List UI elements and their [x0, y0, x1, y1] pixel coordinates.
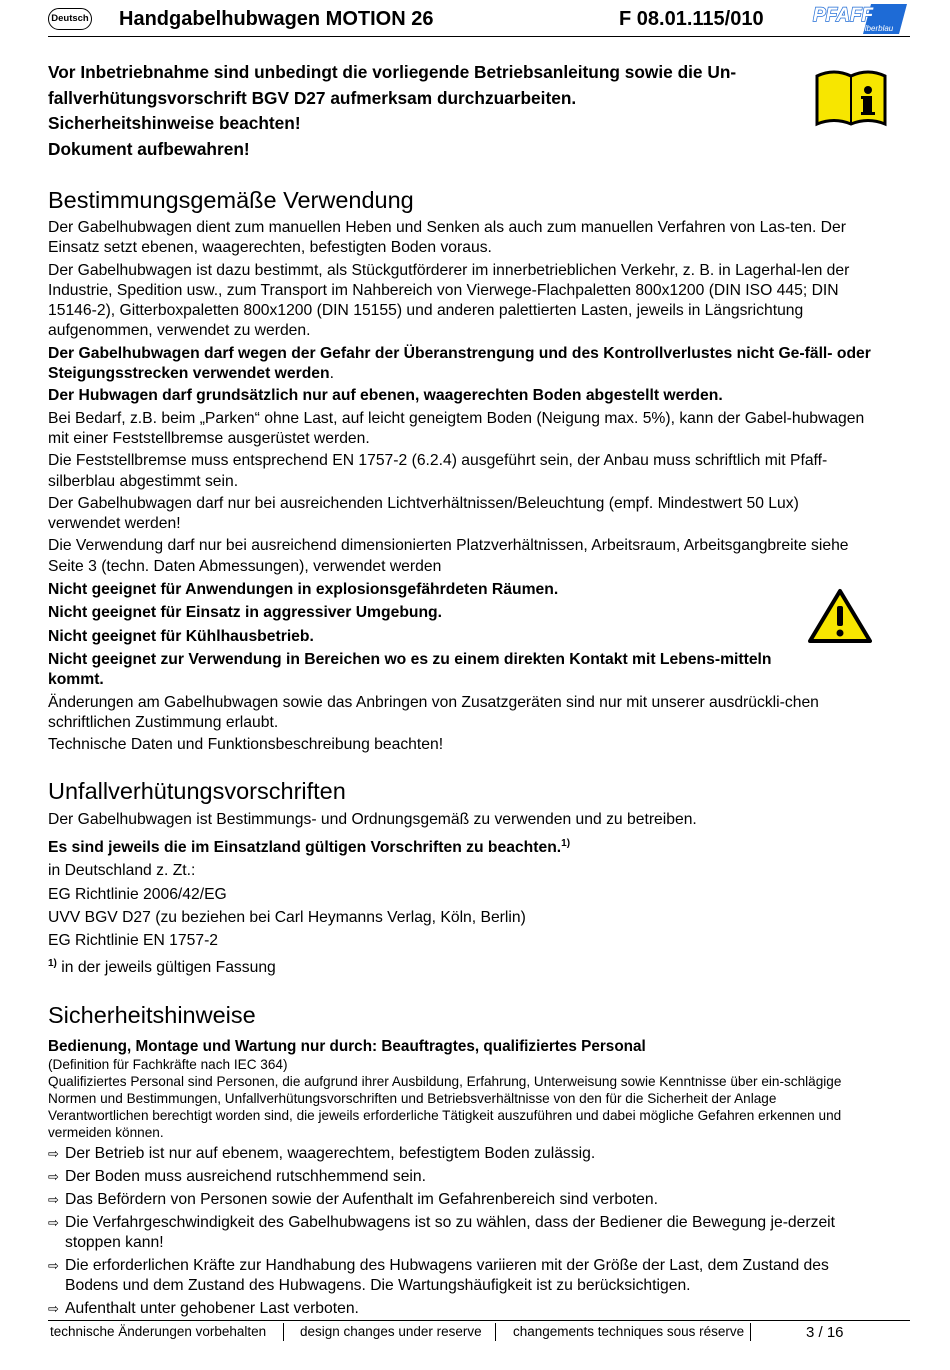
intended-use-p6: Die Feststellbremse muss entsprechend EN 1757-2 (6.2.4) ausgeführt sein, der Anbau muss schriftlich mit Pfaff-silberblau abgestimmt sein.: [48, 452, 828, 490]
intro-line-3: Sicherheitshinweise beachten!: [48, 113, 301, 133]
safety-list-item: [48, 1167, 878, 1187]
arrow-icon: ⇨: [48, 1168, 59, 1184]
language-badge: Deutsch: [48, 8, 92, 30]
accident-prevention-p4: EG Richtlinie 2006/42/EG: [48, 885, 227, 903]
accident-prevention-p6: EG Richtlinie EN 1757-2: [48, 932, 219, 950]
safety-list-text: Aufenthalt unter gehobener Last verboten.: [65, 1299, 359, 1317]
logo-main-text: PFAFF: [813, 5, 874, 26]
intro-line-4: Dokument aufbewahren!: [48, 138, 250, 159]
safety-list-item: [48, 1256, 878, 1296]
accident-prevention-section: [48, 808, 878, 980]
page-content: [48, 60, 878, 1319]
qualified-personnel-heading: Bedienung, Montage und Wartung nur durch: Beauftragtes, qualifiziertes Personal: [48, 1037, 646, 1055]
page-footer: [48, 1320, 910, 1343]
intended-use-section: [48, 218, 873, 755]
intended-use-p1: Der Gabelhubwagen dient zum manuellen Heben und Senken als auch zum manuellen Verfahren von Las-ten. Der Einsatz setzt ebenen, waagerechten, befestigten Boden voraus.: [48, 219, 846, 257]
not-suitable-3: Nicht geeignet für Kühlhausbetrieb.: [48, 627, 314, 645]
accident-prevention-p1: Der Gabelhubwagen ist Bestimmungs- und Ordnungsgemäß zu verwenden und zu betreiben.: [48, 811, 697, 829]
arrow-icon: ⇨: [48, 1300, 59, 1316]
not-suitable-1: Nicht geeignet für Anwendungen in explosionsgefährdeten Räumen.: [48, 581, 559, 599]
page-number: 3 / 16: [806, 1324, 844, 1341]
not-suitable-2: Nicht geeignet für Einsatz in aggressiver Umgebung.: [48, 604, 443, 622]
intended-use-p5: Bei Bedarf, z.B. beim „Parken“ ohne Last, auf leicht geneigtem Boden (Neigung max. 5%), kann der Gabel-hubwagen mit einer Feststellbremse ausgerüstet werden.: [48, 409, 865, 447]
safety-list-text: Der Betrieb ist nur auf ebenem, waagerechtem, befestigtem Boden zulässig.: [65, 1144, 596, 1162]
slope-warning-bold: Der Gabelhubwagen darf wegen der Gefahr der Überanstrengung und des Kontrollverlustes nicht Ge-fäll- oder Steigungsstrecken verwendet werden: [48, 344, 871, 383]
arrow-icon: ⇨: [48, 1257, 59, 1273]
regulations-bold: Es sind jeweils die im Einsatzland gültigen Vorschriften zu beachten.: [48, 838, 562, 856]
document-number: F 08.01.115/010: [619, 8, 764, 30]
logo-sub-text: silberblau: [859, 24, 894, 33]
slope-warning-end: .: [329, 365, 334, 383]
page-header: [48, 4, 910, 37]
footer-fr: changements techniques sous réserve: [513, 1324, 745, 1339]
safety-list-text: Das Befördern von Personen sowie der Aufenthalt im Gefahrenbereich sind verboten.: [65, 1190, 658, 1208]
safety-list-text: Die Verfahrgeschwindigkeit des Gabelhubwagens ist so zu wählen, dass der Bediener die Bewegung je-derzeit stoppen kann!: [65, 1213, 836, 1251]
safety-list-item: [48, 1190, 878, 1210]
accident-prevention-p5: UVV BGV D27 (zu beziehen bei Carl Heymanns Verlag, Köln, Berlin): [48, 908, 526, 926]
safety-list: [48, 1144, 878, 1319]
footnote-mark: 1): [48, 958, 57, 970]
safety-list-item: [48, 1144, 878, 1164]
safety-list-item: [48, 1213, 878, 1253]
intended-use-p7: Der Gabelhubwagen darf nur bei ausreichenden Lichtverhältnissen/Beleuchtung (empf. Mindestwert 50 Lux) verwendet werden!: [48, 494, 799, 533]
footnote-text: in der jeweils gültigen Fassung: [56, 959, 276, 977]
arrow-icon: ⇨: [48, 1214, 59, 1230]
footer-de: technische Änderungen vorbehalten: [50, 1324, 267, 1339]
qualified-personnel-text: Qualifiziertes Personal sind Personen, die aufgrund ihrer Ausbildung, Erfahrung, Unterweisung sowie Kenntnisse über ein-schlägige Normen und Bestimmungen, Unfallverhütungsvorschriften und Betriebsverhältnisse von den für die Sicherheit der Anlage Verantwortlichen berechtigt worden sind, die jeweils erforderliche Tätigkeit auszuführen und dabei mögliche Gefahren erkennen und vermeiden können.: [48, 1073, 842, 1140]
pfaff-logo: [811, 4, 907, 34]
section-heading-accident-prevention: Unfallverhütungsvorschriften: [48, 778, 346, 805]
safety-list-text: Die erforderlichen Kräfte zur Handhabung des Hubwagens variieren mit der Größe der Last, dem Zustand des Bodens und dem Zustand des Hubwagens. Die Wartungshäufigkeit ist zu berücksichtigen.: [65, 1256, 829, 1294]
intended-use-p2: Der Gabelhubwagen ist dazu bestimmt, als Stückgutförderer im innerbetrieblichen Verkehr, z. B. in Lagerhal-len der Industrie, Spedition usw., zum Transport im Nahbereich von Vierwege-Flachpaletten 800x1200 (DIN ISO 445; DIN 15146-2), Gitterboxpaletten 800x1200 (DIN 15155) und anderen palettierten Lasten, jeweils in Längsrichtung aufgenommen, verwendet zu werden.: [48, 261, 850, 340]
qualified-personnel-definition: (Definition für Fachkräfte nach IEC 364): [48, 1056, 288, 1072]
document-title: Handgabelhubwagen MOTION 26: [119, 8, 434, 30]
footer-en: design changes under reserve: [300, 1324, 482, 1339]
footer-divider: [750, 1323, 751, 1341]
accident-prevention-p3: in Deutschland z. Zt.:: [48, 862, 196, 880]
arrow-icon: ⇨: [48, 1145, 59, 1161]
footnote-ref: 1): [561, 837, 571, 849]
intended-use-p10: Technische Daten und Funktionsbeschreibung beachten!: [48, 736, 444, 754]
safety-list-text: Der Boden muss ausreichend rutschhemmend sein.: [65, 1167, 426, 1185]
safety-notes-section: [48, 1037, 878, 1319]
section-heading-intended-use: Bestimmungsgemäße Verwendung: [48, 187, 414, 213]
intro-notice: [48, 60, 788, 162]
intended-use-p9: Änderungen am Gabelhubwagen sowie das Anbringen von Zusatzgeräten sind nur mit unserer ausdrückli-chen schriftlichen Zustimmung erlaubt.: [48, 693, 819, 731]
footer-divider: [283, 1323, 284, 1341]
section-heading-safety-notes: Sicherheitshinweise: [48, 1001, 256, 1028]
intended-use-p8: Die Verwendung darf nur bei ausreichend dimensionierten Platzverhältnissen, Arbeitsraum, Arbeitsgangbreite siehe Seite 3 (techn. Daten Abmessungen), verwendet werden: [48, 537, 849, 575]
intended-use-p4: Der Hubwagen darf grundsätzlich nur auf ebenen, waagerechten Boden abgestellt werden.: [48, 387, 723, 405]
intro-line-1: Vor Inbetriebnahme sind unbedingt die vorliegende Betriebsanleitung sowie die Un-: [48, 62, 737, 82]
intended-use-p3: [48, 344, 873, 385]
footnote: [48, 952, 878, 980]
arrow-icon: ⇨: [48, 1191, 59, 1207]
intro-line-2: fallverhütungsvorschrift BGV D27 aufmerksam durchzuarbeiten.: [48, 87, 577, 108]
not-suitable-4: Nicht geeignet zur Verwendung in Bereichen wo es zu einem direkten Kontakt mit Lebens-mitteln kommt.: [48, 650, 772, 689]
footer-divider: [495, 1323, 496, 1341]
safety-list-item: [48, 1299, 878, 1319]
accident-prevention-p2: [48, 832, 878, 860]
